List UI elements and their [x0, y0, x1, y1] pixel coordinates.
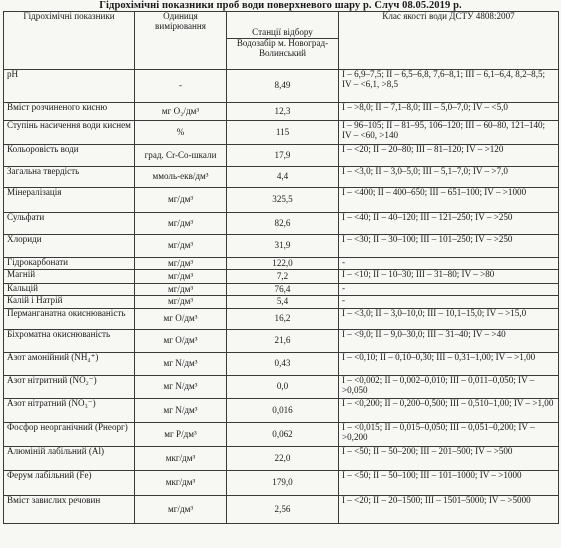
row-quality-class: I – >8,0; II – 7,1–8,0; III – 5,0–7,0; IV – <5,0 [339, 103, 559, 121]
row-unit: мг N/дм³ [135, 376, 227, 399]
row-indicator-name: Калій і Натрій [4, 296, 135, 309]
header-unit: Одиниця вимірювання [135, 12, 227, 70]
row-quality-class: I – <0,10; II – 0,10–0,30; III – 0,31–1,00; IV – >1,00 [339, 353, 559, 376]
row-unit: мг/дм³ [135, 296, 227, 309]
row-unit: мг N/дм³ [135, 399, 227, 423]
table-row [4, 103, 559, 121]
row-indicator-name: Магній [4, 270, 135, 284]
row-quality-class: I – <50; II – 50–200; III – 201–500; IV – >500 [339, 447, 559, 471]
table-row [4, 70, 559, 103]
header-station-name: Водозабір м. Новоград-Волинський [227, 39, 339, 70]
row-value: 0,0 [227, 376, 339, 399]
row-quality-class: I – <40; II – 40–120; III – 121–250; IV – >250 [339, 213, 559, 235]
table-row [4, 447, 559, 471]
row-unit: град. Cr-Co-шкали [135, 145, 227, 167]
row-value: 115 [227, 121, 339, 145]
row-indicator-name: Азот амонійний (NH₄⁺) [4, 353, 135, 376]
row-indicator-name: Вміст розчиненого кисню [4, 103, 135, 121]
row-indicator-name: Азот нітратний (NO₃⁻) [4, 399, 135, 423]
row-unit: мкг/дм³ [135, 471, 227, 496]
row-quality-class: I – <20; II – 20–1500; III – 1501–5000; IV – >5000 [339, 496, 559, 524]
table-row [4, 353, 559, 376]
row-value: 22,0 [227, 447, 339, 471]
row-indicator-name: pH [4, 70, 135, 103]
row-value: 16,2 [227, 309, 339, 330]
row-indicator-name: Алюміній лабільний (Al) [4, 447, 135, 471]
table-row [4, 330, 559, 353]
row-indicator-name: Ферум лабільний (Fe) [4, 471, 135, 496]
table-row [4, 121, 559, 145]
row-indicator-name: Азот нітритний (NO₂⁻) [4, 376, 135, 399]
table-row [4, 296, 559, 309]
table-row [4, 309, 559, 330]
row-unit: мг/дм³ [135, 258, 227, 270]
document-title: Гідрохімічні показники проб води поверхневого шару р. Случ 08.05.2019 р. [99, 0, 462, 11]
row-quality-class: I – <30; II – 30–100; III – 101–250; IV – >250 [339, 235, 559, 258]
row-unit: мг/дм³ [135, 213, 227, 235]
row-quality-class: I – 96–105; II – 81–95, 106–120; III – 60–80, 121–140; IV – <60, >140 [339, 121, 559, 145]
row-indicator-name: Біхроматна окиснюваність [4, 330, 135, 353]
row-unit: - [135, 70, 227, 103]
row-indicator-name: Мінералізація [4, 188, 135, 213]
row-quality-class: I – <400; II – 400–650; III – 651–100; IV – >1000 [339, 188, 559, 213]
row-unit: ммоль-екв/дм³ [135, 167, 227, 188]
row-quality-class: - [339, 284, 559, 296]
table-row [4, 376, 559, 399]
hydrochemical-table [3, 11, 559, 524]
row-unit: мг P/дм³ [135, 423, 227, 447]
row-value: 0,43 [227, 353, 339, 376]
table-row [4, 145, 559, 167]
row-unit: мг/дм³ [135, 235, 227, 258]
row-quality-class: - [339, 296, 559, 309]
row-unit: мг O/дм³ [135, 330, 227, 353]
row-unit: мг N/дм³ [135, 353, 227, 376]
row-unit: мг/дм³ [135, 270, 227, 284]
table-row [4, 167, 559, 188]
row-value: 122,0 [227, 258, 339, 270]
row-value: 325,5 [227, 188, 339, 213]
row-indicator-name: Перманганатна окиснюваність [4, 309, 135, 330]
row-value: 21,6 [227, 330, 339, 353]
row-indicator-name: Кольоровість води [4, 145, 135, 167]
row-unit: мг/дм³ [135, 284, 227, 296]
row-indicator-name: Вміст завислих речовин [4, 496, 135, 524]
table-row [4, 258, 559, 270]
table-row [4, 399, 559, 423]
row-unit: мг O₂/дм³ [135, 103, 227, 121]
row-value: 4,4 [227, 167, 339, 188]
row-unit: мкг/дм³ [135, 447, 227, 471]
row-indicator-name: Ступінь насичення води киснем [4, 121, 135, 145]
row-value: 179,0 [227, 471, 339, 496]
table-row [4, 270, 559, 284]
row-value: 8,49 [227, 70, 339, 103]
table-row [4, 188, 559, 213]
row-indicator-name: Гідрокарбонати [4, 258, 135, 270]
row-quality-class: I – <9,0; II – 9,0–30,0; III – 31–40; IV – >40 [339, 330, 559, 353]
row-value: 76,4 [227, 284, 339, 296]
table-body [4, 70, 559, 524]
row-indicator-name: Кальцій [4, 284, 135, 296]
row-value: 12,3 [227, 103, 339, 121]
row-unit: мг O/дм³ [135, 309, 227, 330]
row-unit: мг/дм³ [135, 188, 227, 213]
row-indicator-name: Фосфор неорганічний (Pнеорг) [4, 423, 135, 447]
row-quality-class: I – <3,0; II – 3,0–5,0; III – 5,1–7,0; IV – >7,0 [339, 167, 559, 188]
row-value: 0,016 [227, 399, 339, 423]
table-row [4, 496, 559, 524]
header-station: Станції відбору [227, 12, 339, 39]
header-indicators: Гідрохімічні показники [4, 12, 135, 70]
row-quality-class: - [339, 258, 559, 270]
row-indicator-name: Сульфати [4, 213, 135, 235]
table-row [4, 423, 559, 447]
table-row [4, 284, 559, 296]
table-row [4, 471, 559, 496]
row-unit: % [135, 121, 227, 145]
row-quality-class: I – <10; II – 10–30; III – 31–80; IV – >80 [339, 270, 559, 284]
row-value: 31,9 [227, 235, 339, 258]
header-class: Клас якості води ДСТУ 4808:2007 [339, 12, 559, 70]
row-quality-class: I – <50; II – 50–100; III – 101–1000; IV – >1000 [339, 471, 559, 496]
table-row [4, 235, 559, 258]
row-quality-class: I – <0,015; II – 0,015–0,050; III – 0,051–0,200; IV – >0,200 [339, 423, 559, 447]
row-quality-class: I – <0,200; II – 0,200–0,500; III – 0,510–1,00; IV – >1,00 [339, 399, 559, 423]
row-value: 5,4 [227, 296, 339, 309]
row-indicator-name: Загальна твердість [4, 167, 135, 188]
row-value: 17,9 [227, 145, 339, 167]
row-quality-class: I – <20; II – 20–80; III – 81–120; IV – >120 [339, 145, 559, 167]
row-quality-class: I – <0,002; II – 0,002–0,010; III – 0,011–0,050; IV – >0,050 [339, 376, 559, 399]
row-value: 2,56 [227, 496, 339, 524]
row-value: 7,2 [227, 270, 339, 284]
row-value: 0,062 [227, 423, 339, 447]
row-quality-class: I – 6,9–7,5; II – 6,5–6,8, 7,6–8,1; III – 6,1–6,4, 8,2–8,5; IV – <6,1, >8,5 [339, 70, 559, 103]
row-unit: мг/дм³ [135, 496, 227, 524]
table-row [4, 213, 559, 235]
row-quality-class: I – <3,0; II – 3,0–10,0; III – 10,1–15,0; IV – >15,0 [339, 309, 559, 330]
row-value: 82,6 [227, 213, 339, 235]
row-indicator-name: Хлориди [4, 235, 135, 258]
